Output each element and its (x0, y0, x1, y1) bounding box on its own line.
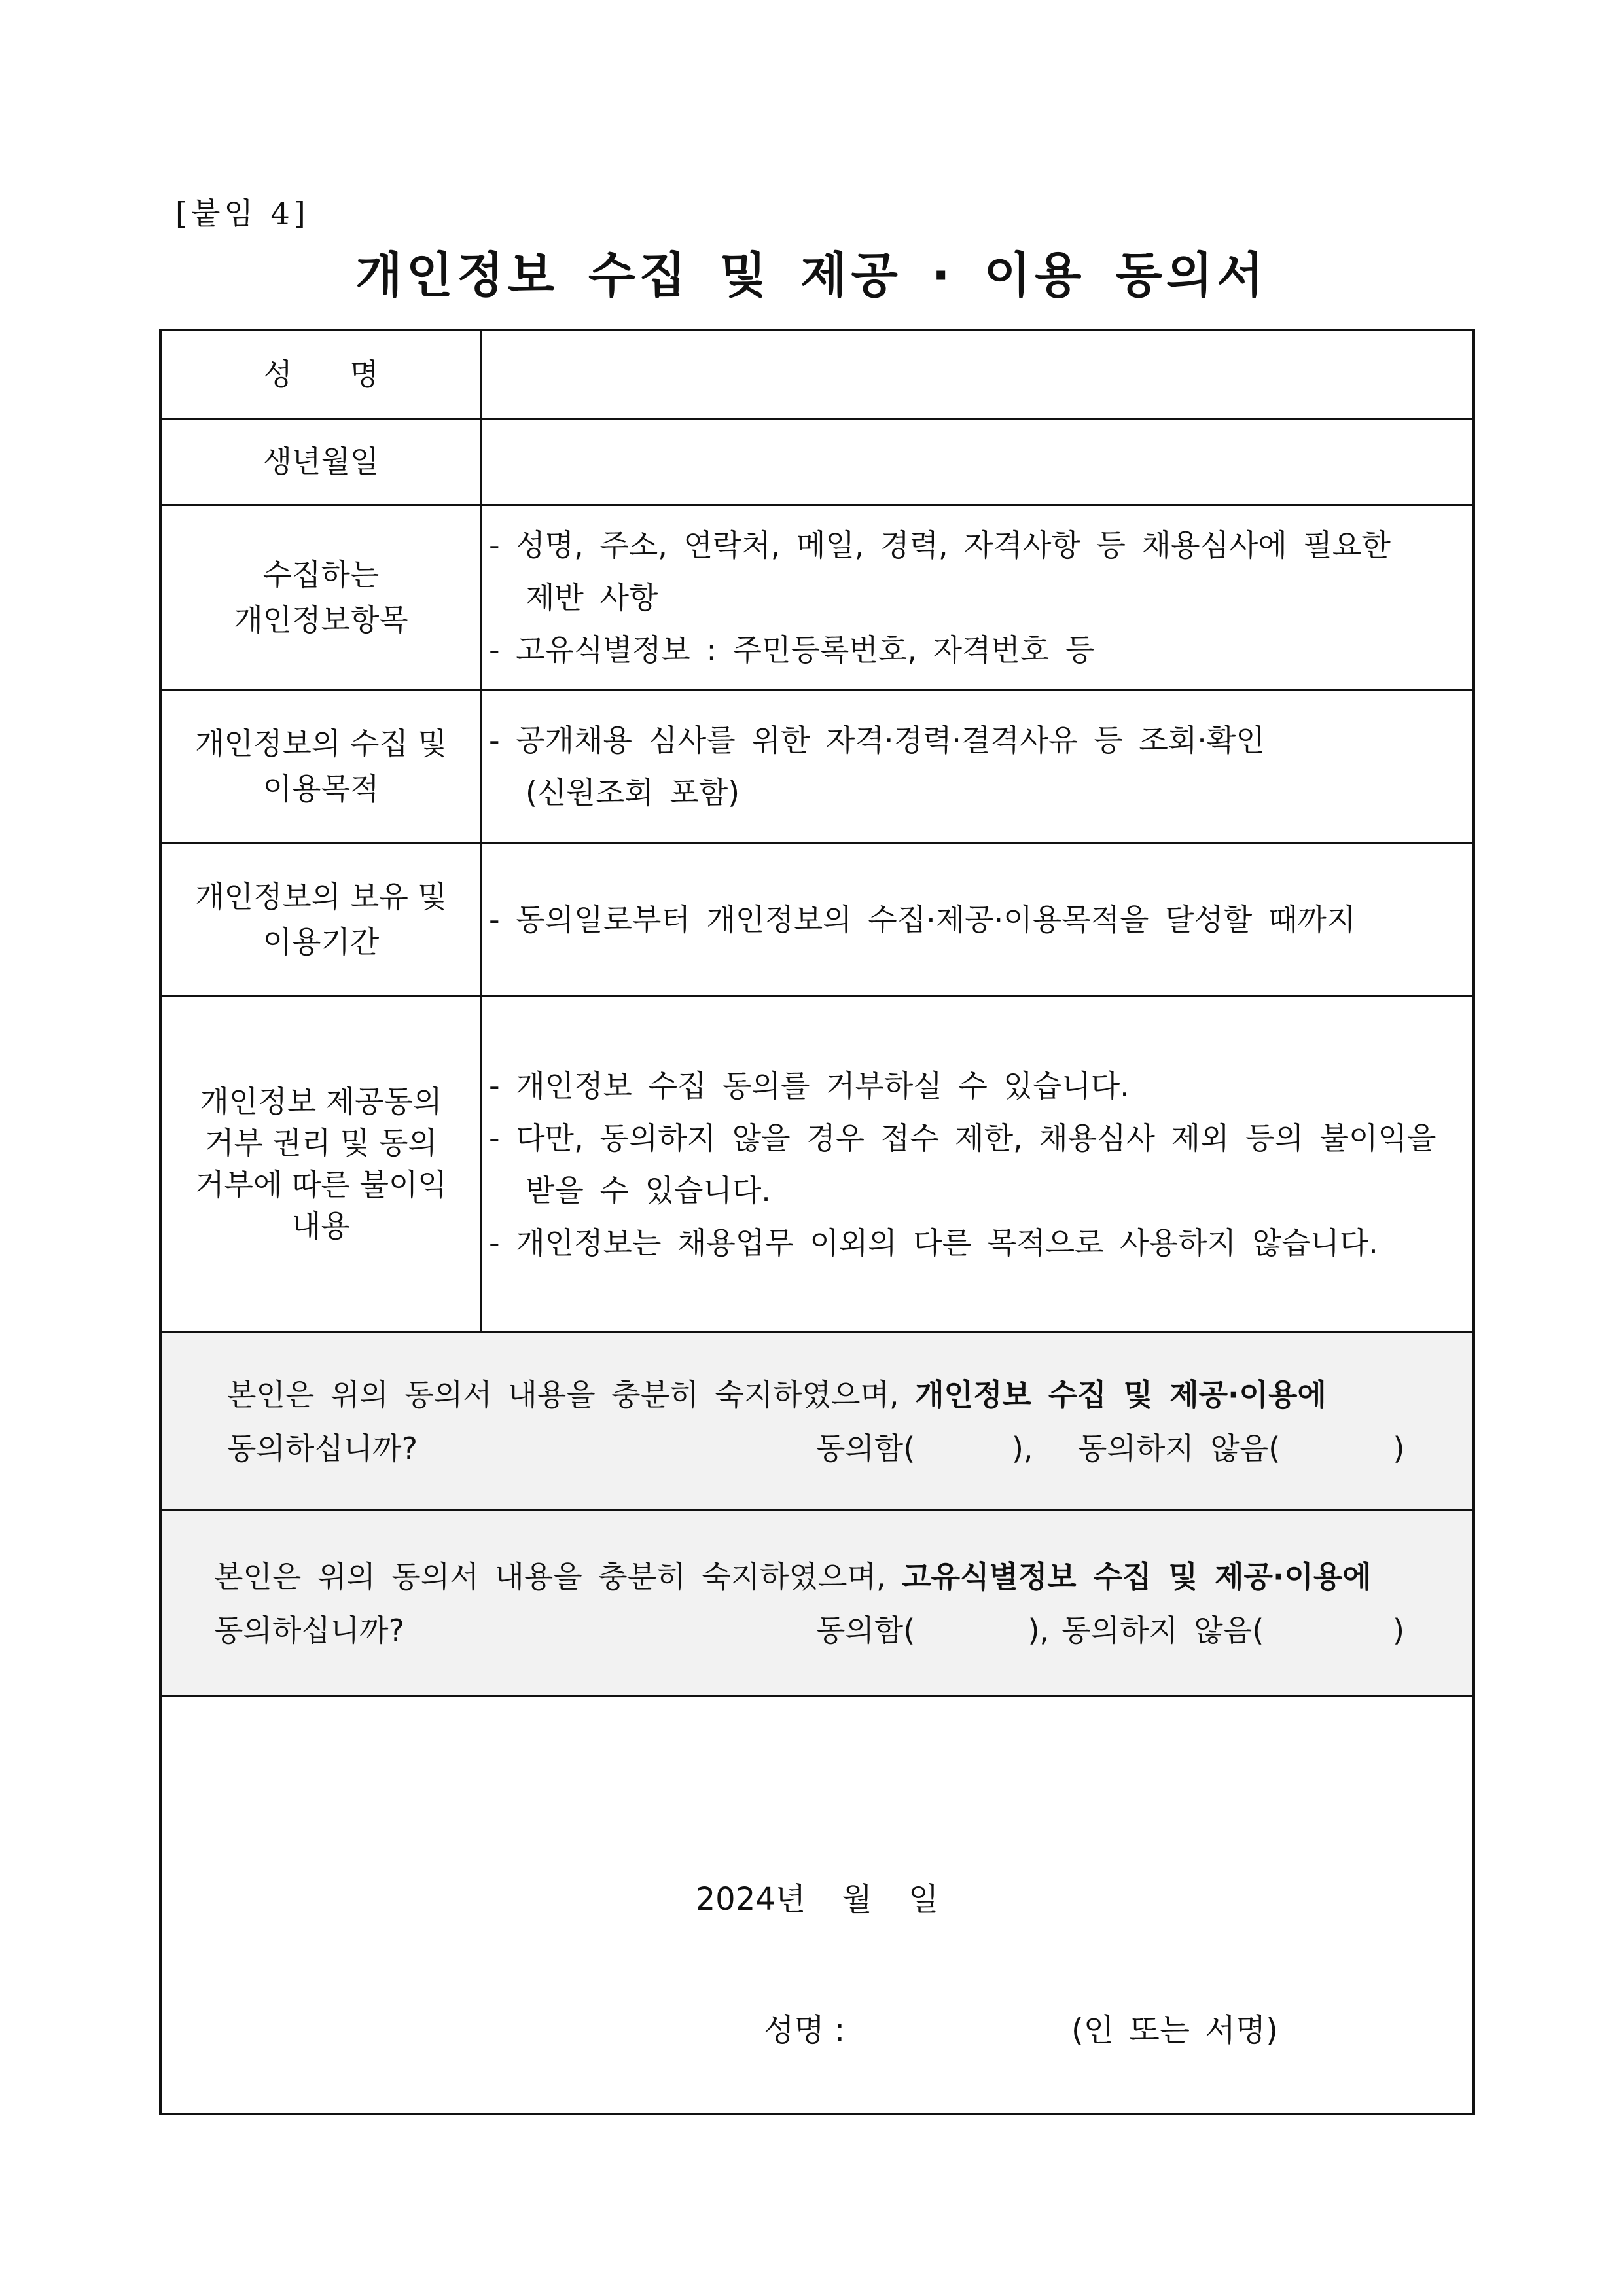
list-item: 제반 사항 (526, 579, 658, 615)
list-item: - 개인정보는 채용업무 이외의 다른 목적으로 사용하지 않습니다. (489, 1225, 1378, 1261)
consent-emphasis: 개인정보 수집 및 제공·이용에 (915, 1376, 1327, 1412)
list-item: - 공개채용 심사를 위한 자격·경력·결격사유 등 조회·확인 (489, 722, 1265, 758)
signature-date: 2024년 월 일 (695, 1881, 939, 1918)
agree-option[interactable]: 동의함( ), (816, 1612, 1050, 1648)
consent-question: 동의하십니까? (214, 1612, 405, 1648)
signature-section (162, 1695, 1472, 2115)
disagree-option[interactable]: 동의하지 않음( ) (1078, 1430, 1405, 1466)
refusal-rights-label: 개인정보 제공동의 거부 권리 및 동의 거부에 따른 불이익 내용 (162, 997, 482, 1331)
row-collected-items (162, 504, 1472, 689)
row-name (162, 331, 1472, 418)
row-refusal-rights (162, 995, 1472, 1331)
collected-items-content (482, 506, 1472, 689)
retention-label: 개인정보의 보유 및 이용기간 (162, 844, 482, 995)
purpose-content (482, 691, 1472, 842)
attachment-label: [붙임 4] (175, 196, 310, 231)
consent-form-table (159, 329, 1475, 2115)
row-retention (162, 842, 1472, 995)
consent-statement: 본인은 위의 동의서 내용을 충분히 숙지하였으며, (227, 1376, 916, 1412)
list-item: - 개인정보 수집 동의를 거부하실 수 있습니다. (489, 1067, 1130, 1103)
row-birth (162, 418, 1472, 504)
row-purpose (162, 689, 1472, 842)
birth-label: 생년월일 (162, 420, 482, 504)
signature-seal-note: (인 또는 서명) (1071, 2012, 1278, 2049)
list-item: - 동의일로부터 개인정보의 수집·제공·이용목적을 달성할 때까지 (489, 901, 1356, 937)
consent-emphasis: 고유식별정보 수집 및 제공·이용에 (902, 1558, 1372, 1594)
purpose-label: 개인정보의 수집 및 이용목적 (162, 691, 482, 842)
consent-statement: 본인은 위의 동의서 내용을 충분히 숙지하였으며, (214, 1558, 902, 1594)
list-item: - 성명, 주소, 연락처, 메일, 경력, 자격사항 등 채용심사에 필요한 (489, 527, 1391, 563)
birth-field[interactable] (482, 420, 1472, 504)
collected-items-label: 수집하는 개인정보항목 (162, 506, 482, 689)
agree-option[interactable]: 동의함( ), (816, 1430, 1033, 1466)
disagree-option[interactable]: 동의하지 않음( ) (1061, 1612, 1405, 1648)
consent-personal-info (162, 1331, 1472, 1509)
list-item: (신원조회 포함) (526, 774, 740, 810)
retention-content (482, 844, 1472, 995)
list-item: 받을 수 있습니다. (526, 1172, 771, 1208)
list-item: - 다만, 동의하지 않을 경우 접수 제한, 채용심사 제외 등의 불이익을 (489, 1120, 1436, 1156)
name-label: 성 명 (162, 331, 482, 418)
page-title: 개인정보 수집 및 제공 · 이용 동의서 (355, 247, 1268, 304)
refusal-rights-content (482, 997, 1472, 1331)
signature-name-label: 성명 : (764, 2012, 846, 2049)
consent-question: 동의하십니까? (227, 1430, 418, 1466)
list-item: - 고유식별정보 : 주민등록번호, 자격번호 등 (489, 632, 1095, 668)
consent-unique-id (162, 1509, 1472, 1695)
name-field[interactable] (482, 331, 1472, 418)
